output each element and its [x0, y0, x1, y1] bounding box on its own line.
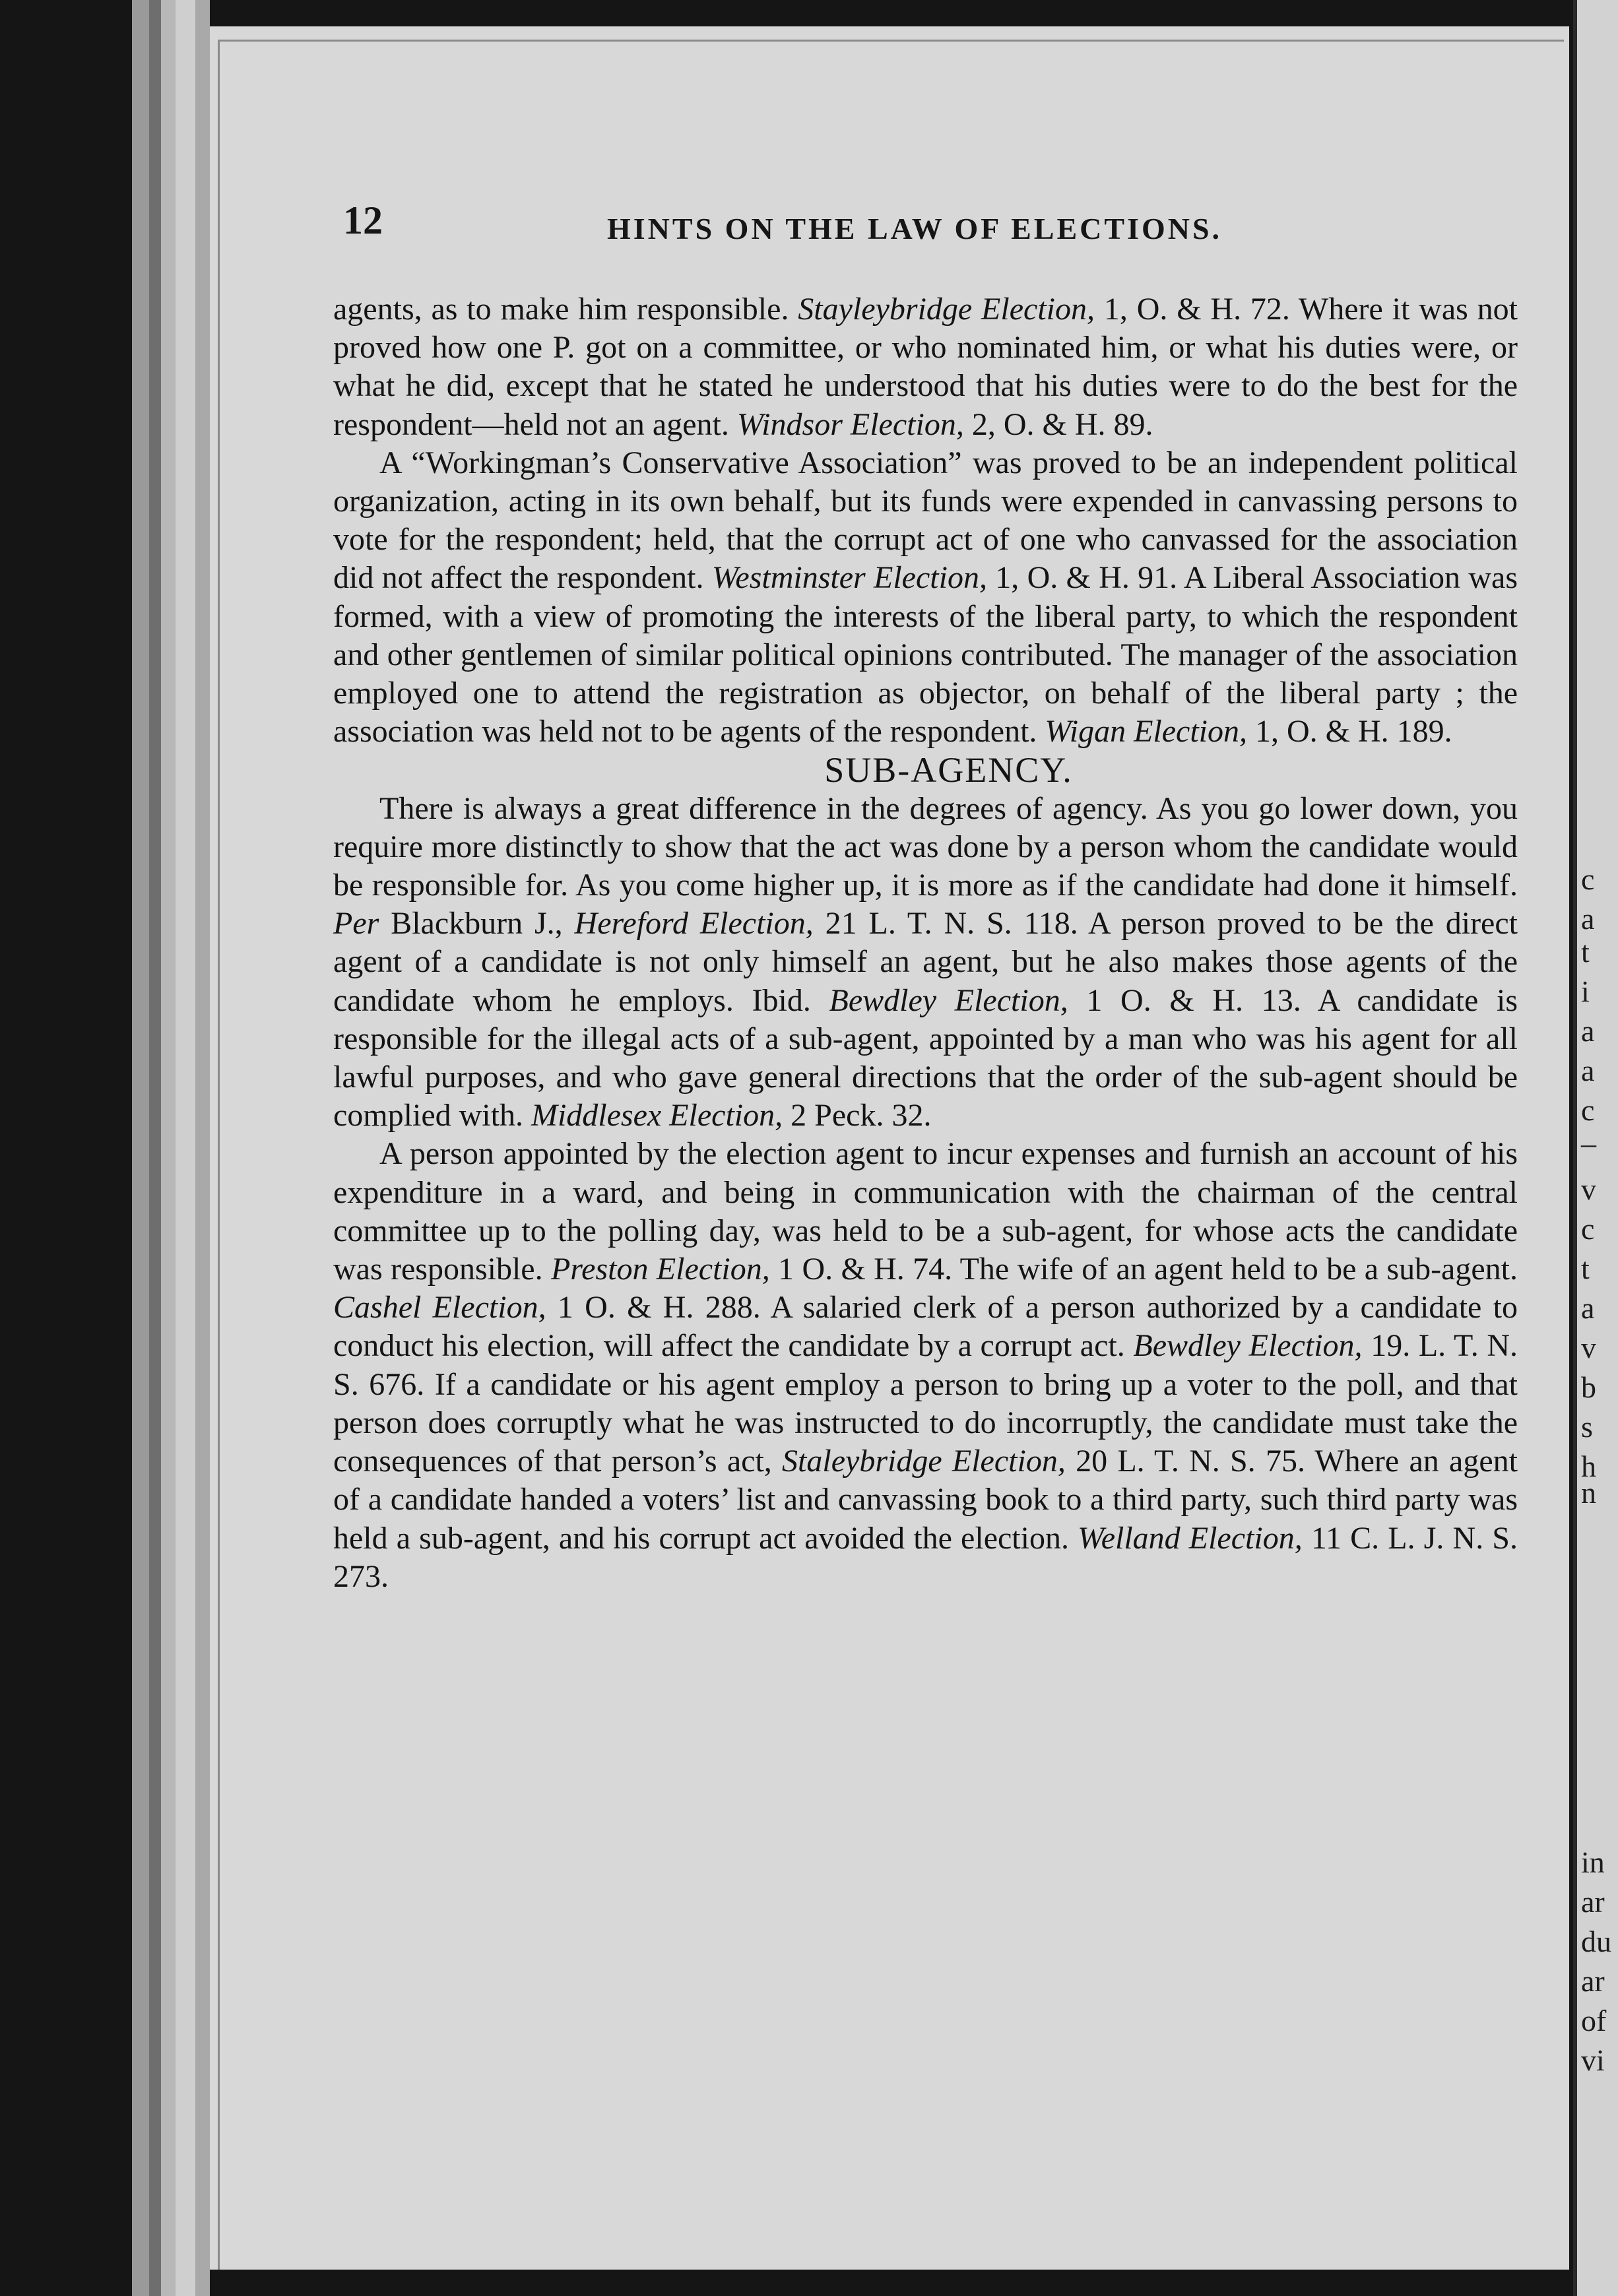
adjacent-page-letter: c — [1581, 1212, 1595, 1246]
running-head: HINTS ON THE LAW OF ELECTIONS. — [607, 212, 1223, 245]
case-citation: Stayleybridge Election, — [798, 292, 1095, 327]
adjacent-page-letter: vi — [1581, 2043, 1605, 2077]
adjacent-page-letter: c — [1581, 862, 1595, 896]
case-citation: Staleybridge Election, — [782, 1444, 1066, 1479]
adjacent-page-letter: du — [1581, 1925, 1611, 1958]
adjacent-page-letter: in — [1581, 1845, 1605, 1879]
adjacent-page-letter: a — [1581, 1291, 1595, 1325]
case-citation: Bewdley Election, — [829, 982, 1068, 1018]
text-run: 11 C. L. J. N. S. 273. — [333, 1520, 1518, 1594]
text-run: Blackburn J., — [379, 906, 575, 941]
book-edge — [161, 0, 176, 2296]
case-citation: Bewdley Election, — [1133, 1328, 1363, 1364]
adjacent-page-letter: – — [1581, 1126, 1596, 1160]
adjacent-page-letter: ar — [1581, 1885, 1605, 1919]
adjacent-page-letter: a — [1581, 902, 1595, 936]
adjacent-page-letter: t — [1581, 935, 1590, 969]
case-citation: Westminster Election, — [711, 560, 987, 596]
case-citation: Welland Election, — [1078, 1520, 1303, 1556]
text-run: 1, O. & H. 189. — [1247, 714, 1452, 749]
section-heading: SUB-AGENCY. — [824, 750, 1073, 790]
text-run: 2, O. & H. 89. — [963, 406, 1153, 442]
adjacent-page-letter: s — [1581, 1410, 1593, 1444]
text-run: There is always a great difference in the degrees of agency. As you go lower down, you require more distinctly to show that the act was done by a person whom the candidate would be responsible for. As you come higher up, it is more as if the candidate had done it himself. — [333, 790, 1518, 903]
text-run: A person appointed by the election agent to incur expenses and furnish an account of his expenditure in a ward, and being in communication with the chairman of the central committee up to the polling day, was held to be a sub-agent, for whose acts the candidate was responsible. — [333, 1136, 1518, 1287]
adjacent-page-letter: of — [1581, 2004, 1607, 2037]
paragraph — [333, 790, 1518, 1135]
case-citation: Windsor Election, — [736, 406, 964, 442]
book-edge — [132, 0, 149, 2296]
book-edge — [149, 0, 161, 2296]
text-run: 1 O. & H. 74. The wife of an agent held to be a sub-agent. — [769, 1252, 1518, 1287]
page-number: 12 — [343, 199, 383, 242]
case-citation: Middlesex Election, — [531, 1098, 783, 1133]
paragraph — [333, 290, 1518, 444]
adjacent-page-letter: n — [1581, 1476, 1596, 1510]
book-edge — [195, 0, 210, 2296]
case-citation: Wigan Election, — [1045, 714, 1248, 749]
paragraph — [333, 1135, 1518, 1595]
adjacent-page-letter: b — [1581, 1370, 1596, 1404]
text-run: 2 Peck. 32. — [783, 1098, 932, 1133]
text-run: 21 L. T. N. S. 118. A person proved to be the direct agent of a candidate is not only himself an agent, but he also makes those agents of the candidate whom he employs. Ibid. — [333, 906, 1518, 1018]
case-citation: Preston Election, — [550, 1252, 770, 1287]
text-run: 20 L. T. N. S. 75. Where an agent of a candidate handed a voters’ list and canvassing book to a third party, such third party was held a sub-agent, and his corrupt act avoided the election. — [333, 1444, 1518, 1556]
case-citation: Per — [333, 906, 379, 941]
case-citation: Hereford Election, — [574, 906, 814, 941]
page-header — [343, 198, 1531, 251]
adjacent-page-letter: ar — [1581, 1964, 1605, 1998]
section-paragraphs — [333, 790, 1518, 1596]
adjacent-page-letter: v — [1581, 1331, 1596, 1364]
paragraph — [333, 444, 1518, 751]
text-run: 1, O. & H. 72. Where it was not proved how one P. got on a committee, or who nominated him, or what his duties were, or what he did, except that he stated he understood that his duties were to do the best for the respondent—held not an agent. — [333, 292, 1518, 442]
text-run: 19. L. T. N. S. 676. If a candidate or his agent employ a person to bring up a voter to the poll, and that person does corruptly what he was instructed to do incorruptly, the candidate must take the consequences of that person’s act, — [333, 1328, 1518, 1479]
adjacent-page-edge — [1573, 0, 1618, 2296]
text-run: 1 O. & H. 288. A salaried clerk of a person authorized by a candidate to conduct his election, will affect the candidate by a corrupt act. — [333, 1290, 1518, 1364]
adjacent-page-letter: t — [1581, 1252, 1590, 1285]
page-body — [333, 290, 1518, 1596]
adjacent-page-letter: a — [1581, 1054, 1595, 1087]
text-run: 1 O. & H. 13. A candidate is responsible for the illegal acts of a sub-agent, appointed by a man who was his agent for all lawful purposes, and who gave general directions that the order of the sub-agent should be complied with. — [333, 982, 1518, 1133]
case-citation: Cashel Election, — [333, 1290, 546, 1325]
book-edge — [176, 0, 195, 2296]
adjacent-page-letter: h — [1581, 1450, 1596, 1483]
adjacent-page-letter: c — [1581, 1093, 1595, 1127]
intro-paragraphs — [333, 290, 1518, 751]
text-run: agents, as to make him responsible. — [333, 292, 798, 327]
adjacent-page-letter: v — [1581, 1172, 1596, 1206]
text-run: 1, O. & H. 91. A Liberal Association was formed, with a view of promoting the interests of the liberal party, to which the respondent and other gentlemen of similar political opinions contributed. The manager of the association employed one to attend the registration as objector, on behalf of the liberal party ; the association was held not to be agents of the respondent. — [333, 560, 1518, 749]
adjacent-page-letter: i — [1581, 974, 1590, 1008]
text-run: A “Workingman’s Conservative Association” was proved to be an independent political organization, acting in its own behalf, but its funds were expended in canvassing persons to vote for the respondent; held, that the corrupt act of one who canvassed for the association did not affect the respondent. — [333, 445, 1518, 596]
adjacent-page-letter: a — [1581, 1014, 1595, 1048]
